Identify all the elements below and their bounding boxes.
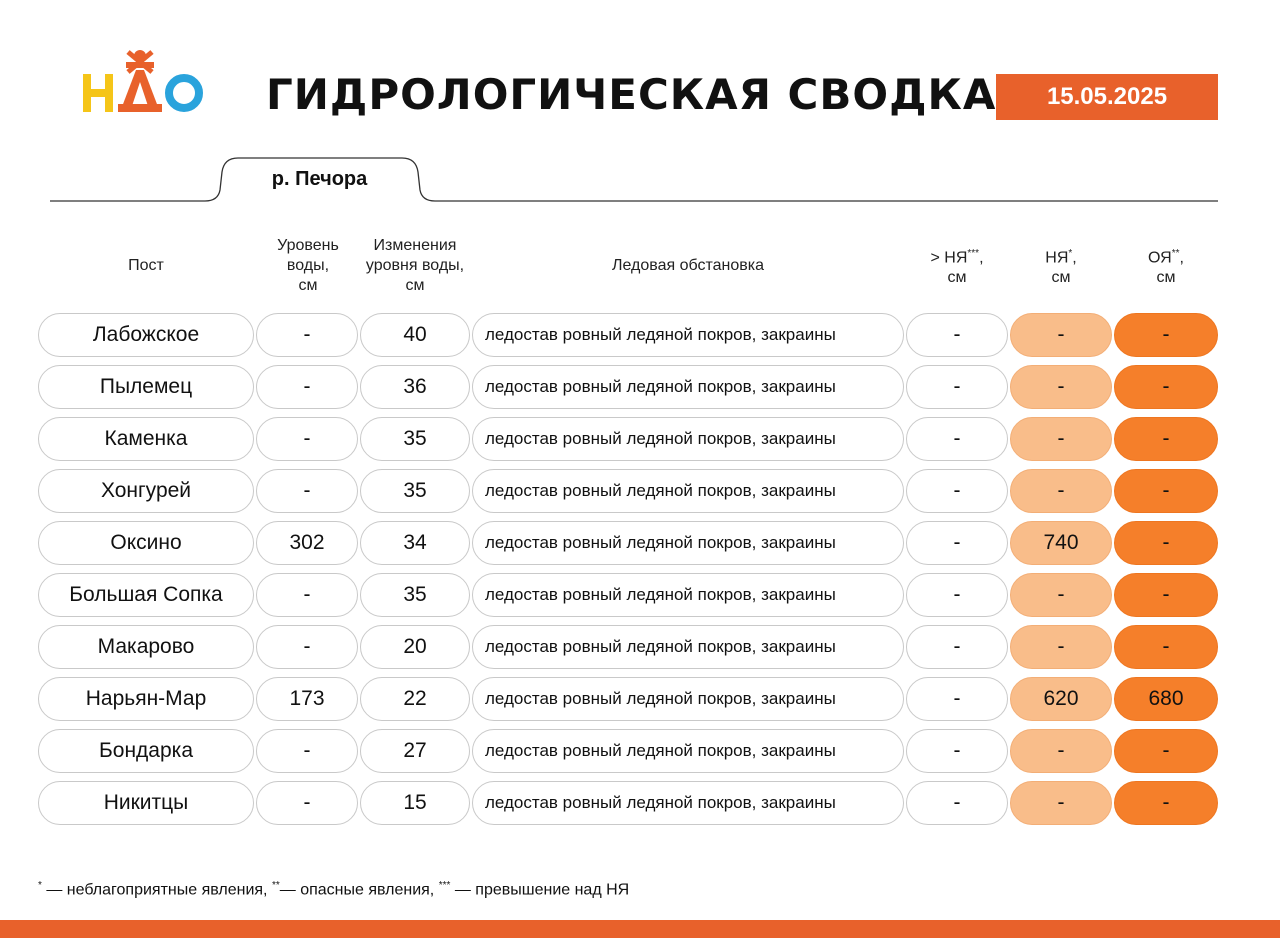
ny-cell: - [1010,729,1112,773]
ny-cell: - [1010,313,1112,357]
table-row [0,625,1280,671]
header-oya: ОЯ**, см [1148,247,1184,287]
oya-cell: - [1114,573,1218,617]
post-cell: Нарьян-Мар [38,677,254,721]
post-cell: Бондарка [38,729,254,773]
level-cell: - [256,625,358,669]
oya-cell: - [1114,469,1218,513]
above-ny-cell: - [906,365,1008,409]
ice-cell: ледостав ровный ледяной покров, закраины [472,313,904,357]
logo-letter-n [83,74,113,112]
level-cell: - [256,729,358,773]
ice-cell: ледостав ровный ледяной покров, закраины [472,521,904,565]
post-cell: Лабожское [38,313,254,357]
river-tab[interactable]: р. Печора [271,168,368,190]
above-ny-cell: - [906,781,1008,825]
logo-letter-a-figure [118,50,162,112]
ny-cell: - [1010,573,1112,617]
table-row [0,729,1280,775]
post-cell: Хонгурей [38,469,254,513]
ice-cell: ледостав ровный ледяной покров, закраины [472,677,904,721]
level-cell: 302 [256,521,358,565]
ny-cell: - [1010,469,1112,513]
ice-cell: ледостав ровный ледяной покров, закраины [472,365,904,409]
header-level: Уровень воды, см [277,237,339,294]
table-row [0,521,1280,567]
ny-cell: - [1010,781,1112,825]
change-cell: 27 [360,729,470,773]
oya-cell: - [1114,625,1218,669]
oya-cell: - [1114,313,1218,357]
table-row [0,417,1280,463]
oya-cell: - [1114,365,1218,409]
table-row [0,573,1280,619]
above-ny-cell: - [906,677,1008,721]
above-ny-cell: - [906,313,1008,357]
above-ny-cell: - [906,573,1008,617]
ny-cell: - [1010,625,1112,669]
above-ny-cell: - [906,625,1008,669]
table-row [0,677,1280,723]
river-tab-outline [0,150,1280,210]
level-cell: 173 [256,677,358,721]
ice-cell: ледостав ровный ледяной покров, закраины [472,417,904,461]
above-ny-cell: - [906,521,1008,565]
ny-cell: 620 [1010,677,1112,721]
level-cell: - [256,573,358,617]
bottom-accent-bar [0,920,1280,938]
change-cell: 22 [360,677,470,721]
ny-cell: - [1010,365,1112,409]
level-cell: - [256,365,358,409]
change-cell: 35 [360,469,470,513]
oya-cell: - [1114,781,1218,825]
post-cell: Макарово [38,625,254,669]
header-change: Изменения уровня воды, см [365,237,465,294]
footnote: * — неблагоприятные явления, **— опасные явления, *** — превышение над НЯ [38,880,630,899]
post-cell: Каменка [38,417,254,461]
page-title: ГИДРОЛОГИЧЕСКАЯ СВОДКА [266,70,997,119]
above-ny-cell: - [906,469,1008,513]
ice-cell: ледостав ровный ледяной покров, закраины [472,729,904,773]
nao-logo [80,48,206,120]
header-ny: НЯ*, см [1045,247,1077,287]
oya-cell: 680 [1114,677,1218,721]
level-cell: - [256,781,358,825]
logo-letter-o [169,78,199,108]
change-cell: 35 [360,417,470,461]
change-cell: 34 [360,521,470,565]
header-above-ny: > НЯ***, см [930,247,984,287]
level-cell: - [256,313,358,357]
post-cell: Никитцы [38,781,254,825]
header-post: Пост [128,257,164,274]
post-cell: Большая Сопка [38,573,254,617]
change-cell: 15 [360,781,470,825]
table-row [0,781,1280,827]
post-cell: Пылемец [38,365,254,409]
post-cell: Оксино [38,521,254,565]
ice-cell: ледостав ровный ледяной покров, закраины [472,625,904,669]
level-cell: - [256,469,358,513]
table-row [0,365,1280,411]
table-row [0,469,1280,515]
change-cell: 20 [360,625,470,669]
oya-cell: - [1114,417,1218,461]
header-ice: Ледовая обстановка [611,257,765,274]
change-cell: 36 [360,365,470,409]
level-cell: - [256,417,358,461]
ice-cell: ледостав ровный ледяной покров, закраины [472,573,904,617]
oya-cell: - [1114,521,1218,565]
table-row [0,313,1280,359]
oya-cell: - [1114,729,1218,773]
ny-cell: - [1010,417,1112,461]
ny-cell: 740 [1010,521,1112,565]
above-ny-cell: - [906,417,1008,461]
change-cell: 35 [360,573,470,617]
ice-cell: ледостав ровный ледяной покров, закраины [472,781,904,825]
change-cell: 40 [360,313,470,357]
above-ny-cell: - [906,729,1008,773]
date-badge: 15.05.2025 [996,74,1218,120]
ice-cell: ледостав ровный ледяной покров, закраины [472,469,904,513]
